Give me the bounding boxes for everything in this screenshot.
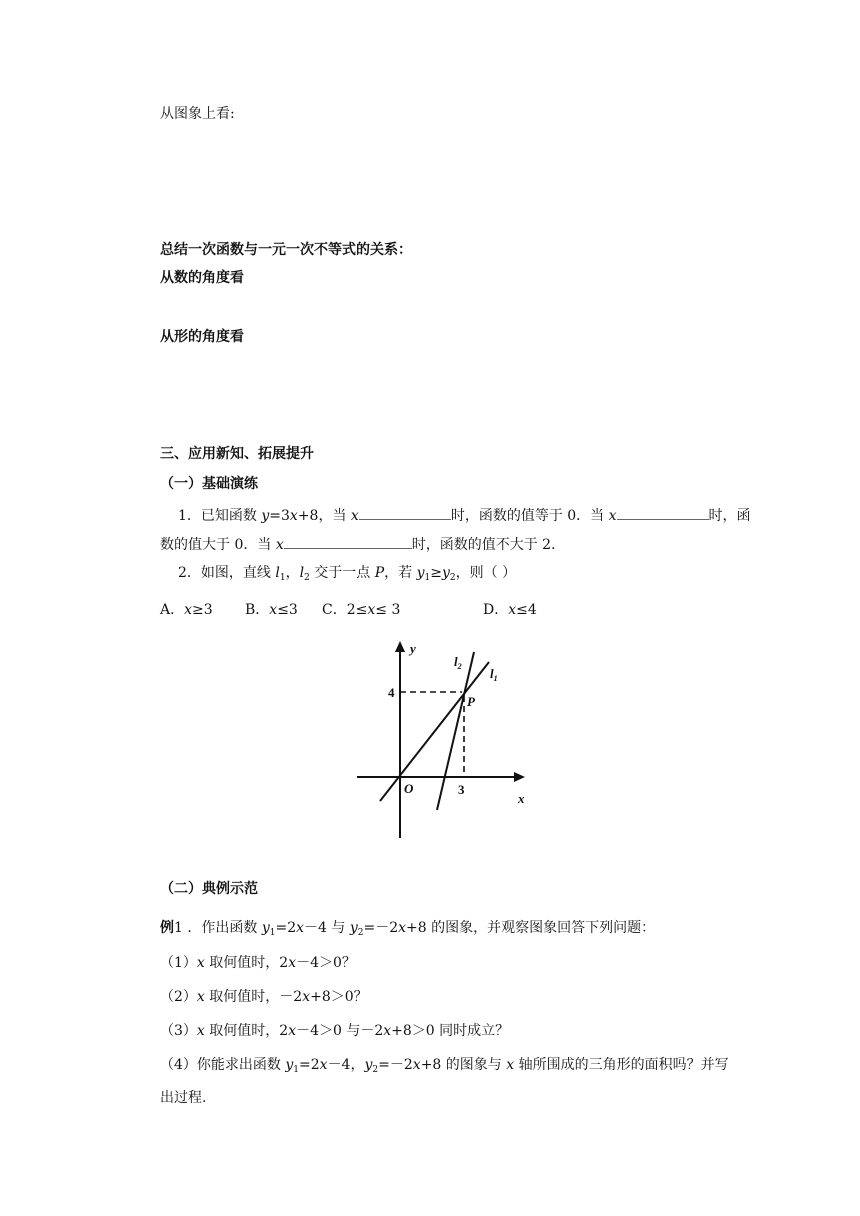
example-1-question-3: （3）x 取何值时，2x－4＞0 与－2x+8＞0 同时成立？ xyxy=(160,1023,510,1039)
line-l1-label: $l_1$ xyxy=(490,666,498,683)
option-b: B．x≤3 xyxy=(245,602,298,618)
point-p-label: P xyxy=(467,694,475,709)
example-1-question-1: （1）x 取何值时，2x－4＞0？ xyxy=(160,955,356,971)
y-axis-arrow xyxy=(395,641,405,652)
number-view-heading: 从数的角度看 xyxy=(160,270,244,286)
question-1-line-1: 1．已知函数 y=3x+8，当 x 时，函数的值等于 0．当 x 时，函 xyxy=(178,505,751,526)
origin-label: O xyxy=(404,781,414,796)
tick-label-4: 4 xyxy=(388,685,395,700)
answer-blank-1[interactable] xyxy=(359,505,451,520)
x-axis-label: x xyxy=(518,791,525,806)
answer-blank-2[interactable] xyxy=(617,505,709,520)
image-view-heading: 从图象上看: xyxy=(160,106,235,122)
line-l2 xyxy=(437,652,474,810)
option-a: A．x≥3 xyxy=(160,602,213,618)
example-demo-heading: （二）典例示范 xyxy=(160,881,258,897)
example-1-question-4-cont: 出过程. xyxy=(160,1090,207,1106)
shape-view-heading: 从形的角度看 xyxy=(160,329,244,345)
example-1-question-4: （4）你能求出函数 $y_1=2x-4$，$y_2=-2x+8$ 的图象与 x 轴所围成的三角形的面积吗？并写 xyxy=(160,1057,729,1075)
tick-label-3: 3 xyxy=(458,782,465,797)
summary-title: 总结一次函数与一元一次不等式的关系： xyxy=(160,242,412,258)
question-1-line-2: 数的值大于 0．当 x 时，函数的值不大于 2． xyxy=(160,534,565,555)
basic-practice-heading: （一）基础演练 xyxy=(160,476,258,492)
section3-title: 三、应用新知、拓展提升 xyxy=(160,446,314,462)
x-axis-arrow xyxy=(514,772,525,782)
question-2: 2．如图，直线 $l_1$，$l_2$ 交于一点 P，若 $y_1\ge y_2$，则（ ） xyxy=(178,565,517,583)
option-c: C．2≤x≤ 3 xyxy=(322,602,401,618)
option-d: D．x≤4 xyxy=(483,602,537,618)
lines-intersection-figure xyxy=(350,638,550,848)
line-l2-label: $l_2$ xyxy=(454,654,462,671)
y-axis-label: y xyxy=(410,641,416,656)
answer-blank-3[interactable] xyxy=(284,534,412,549)
example-1-question-2: （2）x 取何值时，－2x+8＞0？ xyxy=(160,989,368,1005)
line-l1 xyxy=(380,662,489,801)
example-1-statement: 例1 ．作出函数 $y_1=2x-4$ 与 $y_2=-2x+8$ 的图象，并观察图象回答下列问题： xyxy=(160,920,656,938)
